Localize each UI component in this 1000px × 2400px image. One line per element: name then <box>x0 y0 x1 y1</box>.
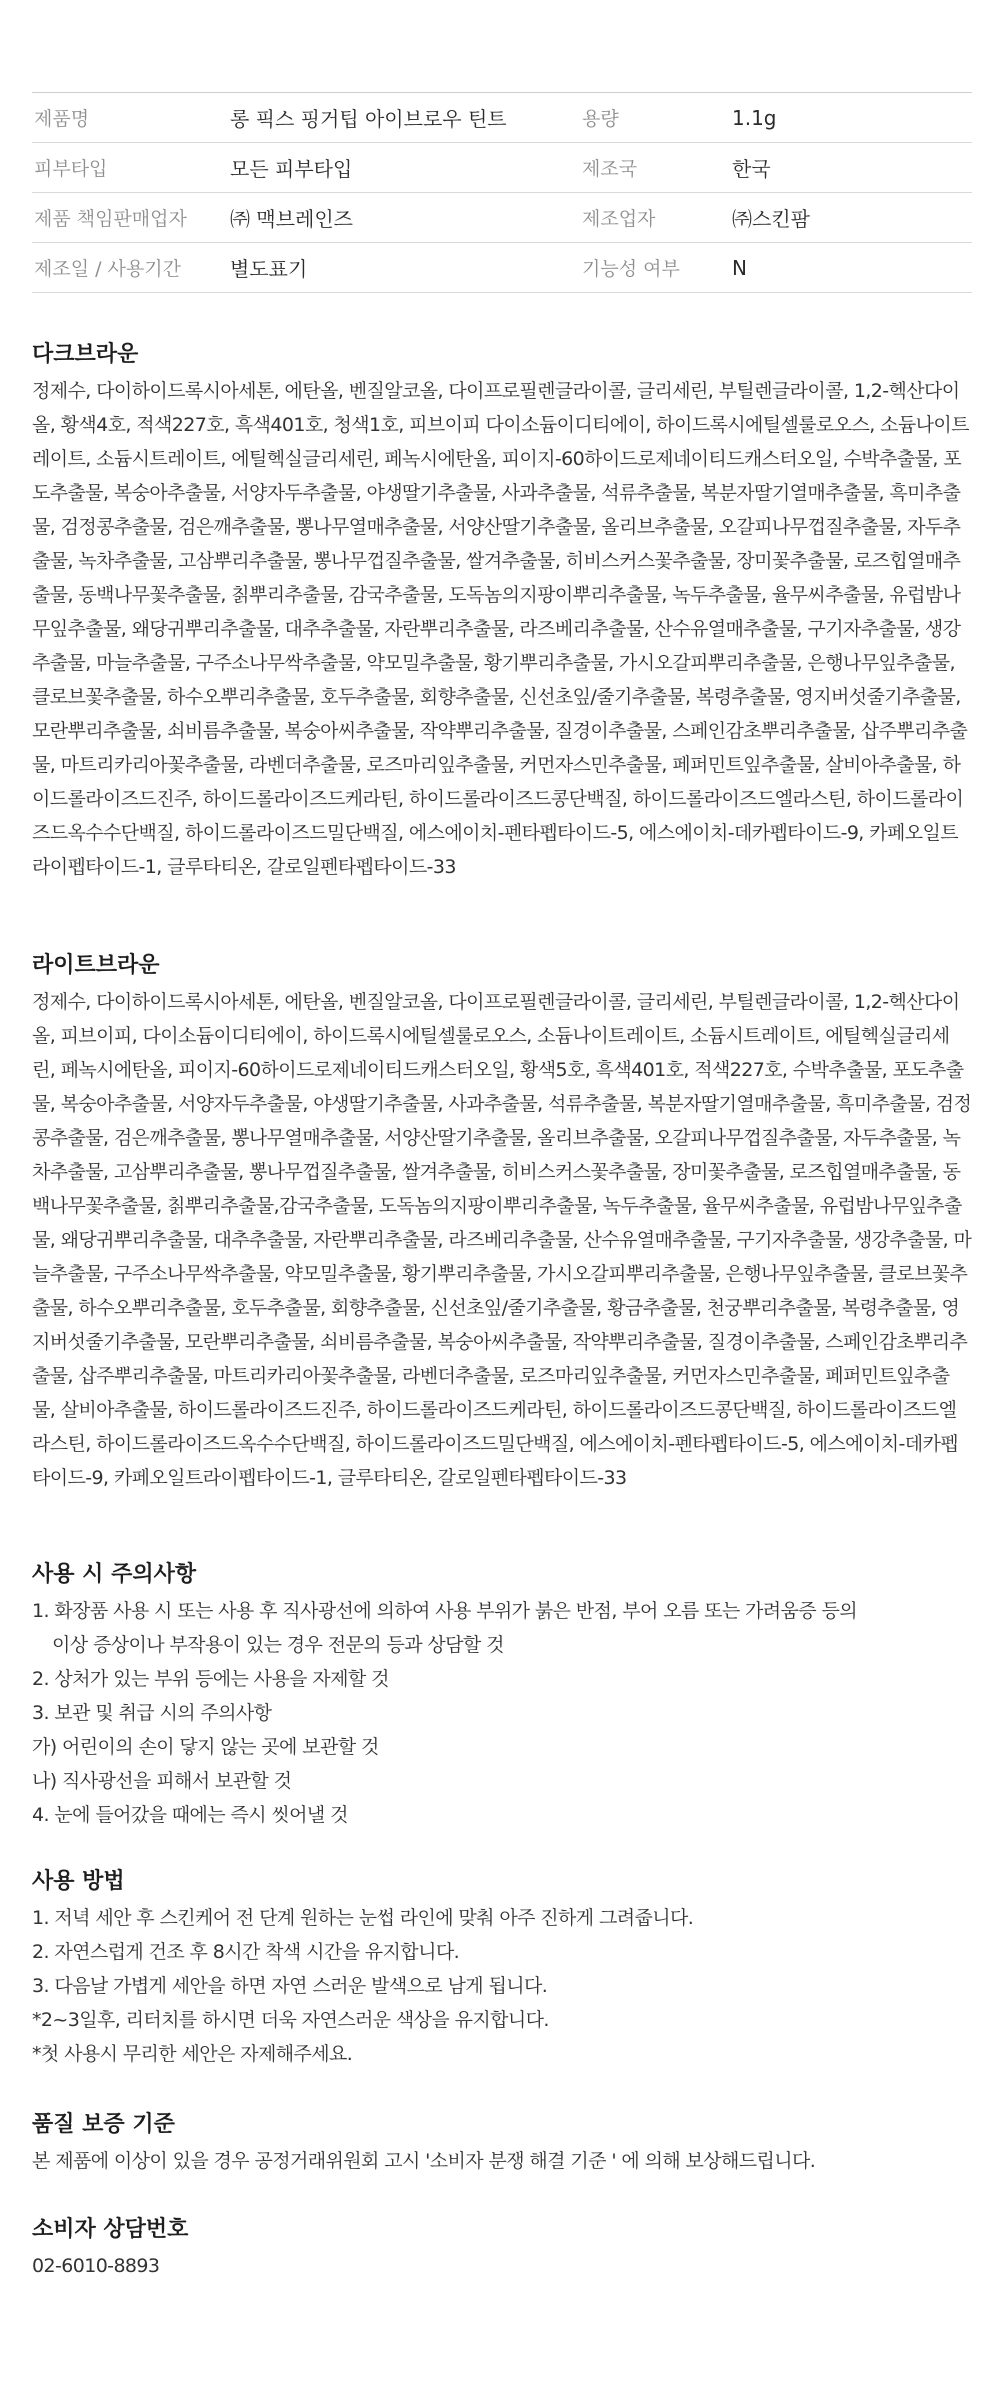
caution-item: 1. 화장품 사용 시 또는 사용 후 직사광선에 의하여 사용 부위가 붉은 반점, 부어 오름 또는 가려움증 등의 <box>32 1600 858 1622</box>
info-label: 제품 책임판매업자 <box>34 208 187 230</box>
info-row <box>32 143 972 193</box>
info-value: ㈜ 맥브레인즈 <box>230 207 353 231</box>
quality-title: 품질 보증 기준 <box>32 2112 175 2137</box>
usage-item: 2. 자연스럽게 건조 후 8시간 착색 시간을 유지합니다. <box>32 1941 460 1963</box>
quality-section <box>32 2107 972 2178</box>
usage-item: *첫 사용시 무리한 세안은 자제해주세요. <box>32 2043 353 2065</box>
info-label: 기능성 여부 <box>582 258 680 280</box>
usage-item: *2~3일후, 리터치를 하시면 더욱 자연스러운 색상을 유지합니다. <box>32 2009 549 2031</box>
light-brown-title: 라이트브라운 <box>32 953 160 978</box>
usage-section <box>32 1864 972 2071</box>
usage-item: 3. 다음날 가볍게 세안을 하면 자연 스러운 발색으로 남게 됩니다. <box>32 1975 548 1997</box>
caution-section <box>32 1557 972 1832</box>
caution-item: 2. 상처가 있는 부위 등에는 사용을 자제할 것 <box>32 1668 389 1690</box>
info-label: 피부타입 <box>34 158 108 180</box>
info-label: 제조업자 <box>582 208 656 230</box>
caution-item: 가) 어린이의 손이 닿지 않는 곳에 보관할 것 <box>32 1736 379 1758</box>
info-value: 별도표기 <box>230 257 308 281</box>
info-row <box>32 193 972 243</box>
caution-list <box>32 1594 972 1832</box>
usage-list <box>32 1901 972 2071</box>
product-info-table <box>32 92 972 293</box>
light-brown-section <box>32 948 972 1495</box>
caution-item: 이상 증상이나 부작용이 있는 경우 전문의 등과 상담할 것 <box>52 1634 504 1656</box>
info-value: ㈜스킨팜 <box>732 207 810 231</box>
info-row <box>32 93 972 143</box>
product-detail <box>32 92 972 2283</box>
dark-brown-ingredients: 정제수, 다이하이드록시아세톤, 에탄올, 벤질알코올, 다이프로필렌글라이콜, 글리세린, 부틸렌글라이콜, 1,2-헥산다이올, 황색4호, 적색227호, 흑색401호, 청색1호, 피브이피 다이소듐이디티에이, 하이드록시에틸셀룰로오스, 소듐나이트레이트, 소듐시트레이트, 에틸헥실글리세린, 페녹시에탄올, 피이지-60하이드로제네이티드캐스터오일, 수박추출물, 포도추출물, 복숭아추출물, 서양자두추출물, 야생딸기추출물, 사과추출물, 석류추출물, 복분자딸기열매추출물, 흑미추출물, 검정콩추출물, 검은깨추출물, 뽕나무열매추출물, 서양산딸기추출물, 올리브추출물, 오갈피나무껍질추출물, 자두추출물, 녹차추출물, 고삼뿌리추출물, 뽕나무껍질추출물, 쌀겨추출물, 히비스커스꽃추출물, 장미꽃추출물, 로즈힙열매추출물, 동백나무꽃추출물, 칡뿌리추출물, 감국추출물, 도독놈의지팡이뿌리추출물, 녹두추출물, 율무씨추출물, 유럽밤나무잎추출물, 왜당귀뿌리추출물, 대추추출물, 자란뿌리추출물, 라즈베리추출물, 산수유열매추출물, 구기자추출물, 생강추출물, 마늘추출물, 구주소나무싹추출물, 약모밀추출물, 황기뿌리추출물, 가시오갈피뿌리추출물, 은행나무잎추출물, 클로브꽃추출물, 하수오뿌리추출물, 호두추출물, 회향추출물, 신선초잎/줄기추출물, 복령추출물, 영지버섯줄기추출물, 모란뿌리추출물, 쇠비름추출물, 복숭아씨추출물, 작약뿌리추출물, 질경이추출물, 스페인감초뿌리추출물, 삽주뿌리추출물, 마트리카리아꽃추출물, 라벤더추출물, 로즈마리잎추출물, 커먼자스민추출물, 페퍼민트잎추출물, 살비아추출물, 하이드롤라이즈드진주, 하이드롤라이즈드케라틴, 하이드롤라이즈드콩단백질, 하이드롤라이즈드엘라스틴, 하이드롤라이즈드옥수수단백질, 하이드롤라이즈드밀단백질, 에스에이치-펜타펩타이드-5, 에스에이치-데카펩타이드-9, 카페오일트라이펩타이드-1, 글루타티온, 갈로일펜타펩타이드-33 <box>32 380 969 878</box>
dark-brown-title: 다크브라운 <box>32 342 139 367</box>
info-value: N <box>732 255 747 280</box>
contact-phone: 02-6010-8893 <box>32 2255 160 2277</box>
info-value: 모든 피부타입 <box>230 157 353 181</box>
info-label: 제조국 <box>582 158 638 180</box>
info-label: 제품명 <box>34 108 90 130</box>
caution-item: 나) 직사광선을 피해서 보관할 것 <box>32 1770 292 1792</box>
dark-brown-section <box>32 337 972 884</box>
usage-title: 사용 방법 <box>32 1869 125 1894</box>
caution-item: 3. 보관 및 취급 시의 주의사항 <box>32 1702 272 1724</box>
usage-item: 1. 저녁 세안 후 스킨케어 전 단계 원하는 눈썹 라인에 맞춰 아주 진하게 그려줍니다. <box>32 1907 694 1929</box>
info-label: 제조일 / 사용기간 <box>34 258 181 280</box>
quality-text: 본 제품에 이상이 있을 경우 공정거래위원회 고시 '소비자 분쟁 해결 기준 ' 에 의해 보상해드립니다. <box>32 2150 816 2172</box>
info-label: 용량 <box>582 108 619 130</box>
contact-title: 소비자 상담번호 <box>32 2217 189 2242</box>
info-value: 한국 <box>732 157 771 181</box>
caution-title: 사용 시 주의사항 <box>32 1562 197 1587</box>
info-value: 1.1g <box>732 105 777 130</box>
contact-section <box>32 2212 972 2283</box>
info-row <box>32 243 972 293</box>
caution-item: 4. 눈에 들어갔을 때에는 즉시 씻어낼 것 <box>32 1804 348 1826</box>
info-value: 롱 픽스 핑거팁 아이브로우 틴트 <box>230 107 507 131</box>
light-brown-ingredients: 정제수, 다이하이드록시아세톤, 에탄올, 벤질알코올, 다이프로필렌글라이콜, 글리세린, 부틸렌글라이콜, 1,2-헥산다이올, 피브이피, 다이소듐이디티에이, 하이드록시에틸셀룰로오스, 소듐나이트레이트, 소듐시트레이트, 에틸헥실글리세린, 페녹시에탄올, 피이지-60하이드로제네이티드캐스터오일, 황색5호, 흑색401호, 적색227호, 수박추출물, 포도추출물, 복숭아추출물, 서양자두추출물, 야생딸기추출물, 사과추출물, 석류추출물, 복분자딸기열매추출물, 흑미추출물, 검정콩추출물, 검은깨추출물, 뽕나무열매추출물, 서양산딸기추출물, 올리브추출물, 오갈피나무껍질추출물, 자두추출물, 녹차추출물, 고삼뿌리추출물, 뽕나무껍질추출물, 쌀겨추출물, 히비스커스꽃추출물, 장미꽃추출물, 로즈힙열매추출물, 동백나무꽃추출물, 칡뿌리추출물,감국추출물, 도독놈의지팡이뿌리추출물, 녹두추출물, 율무씨추출물, 유럽밤나무잎추출물, 왜당귀뿌리추출물, 대추추출물, 자란뿌리추출물, 라즈베리추출물, 산수유열매추출물, 구기자추출물, 생강추출물, 마늘추출물, 구주소나무싹추출물, 약모밀추출물, 황기뿌리추출물, 가시오갈피뿌리추출물, 은행나무잎추출물, 클로브꽃추출물, 하수오뿌리추출물, 호두추출물, 회향추출물, 신선초잎/줄기추출물, 황금추출물, 천궁뿌리추출물, 복령추출물, 영지버섯줄기추출물, 모란뿌리추출물, 쇠비름추출물, 복숭아씨추출물, 작약뿌리추출물, 질경이추출물, 스페인감초뿌리추출물, 삽주뿌리추출물, 마트리카리아꽃추출물, 라벤더추출물, 로즈마리잎추출물, 커먼자스민추출물, 페퍼민트잎추출물, 살비아추출물, 하이드롤라이즈드진주, 하이드롤라이즈드케라틴, 하이드롤라이즈드콩단백질, 하이드롤라이즈드엘라스틴, 하이드롤라이즈드옥수수단백질, 하이드롤라이즈드밀단백질, 에스에이치-펜타펩타이드-5, 에스에이치-데카펩타이드-9, 카페오일트라이펩타이드-1, 글루타티온, 갈로일펜타펩타이드-33 <box>32 991 972 1489</box>
